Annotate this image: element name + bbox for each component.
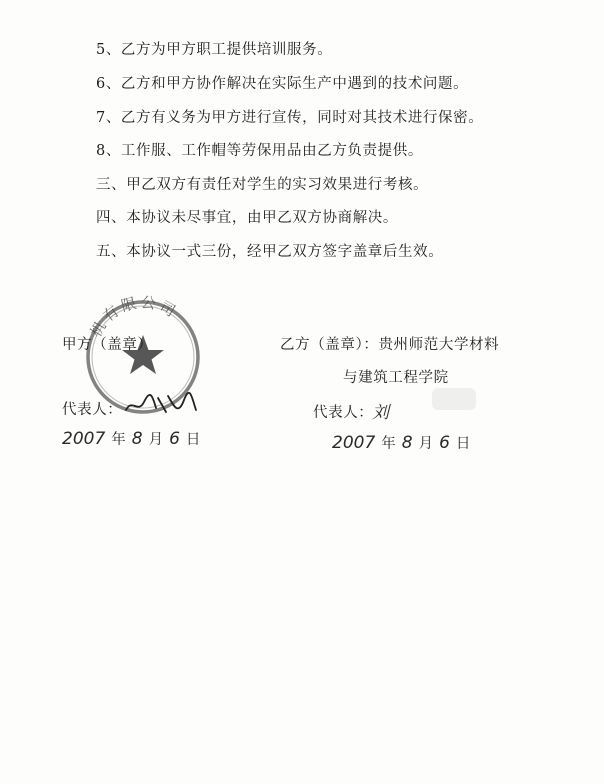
clause-7: 7、乙方有义务为甲方进行宣传，同时对其技术进行保密。 [96,110,484,126]
clause-6: 6、乙方和甲方协作解决在实际生产中遇到的技术问题。 [96,76,469,92]
party-a-date-year-char: 年 [111,432,126,448]
party-b-date-year-char: 年 [381,436,396,452]
party-a-date-day: 6 [169,429,180,449]
party-b-label-line2: 与建筑工程学院 [343,370,449,386]
party-b-rep-label: 代表人： [313,405,374,421]
party-b-date [332,432,476,453]
party-b-signature: 刘 [372,403,389,423]
party-a-label: 甲方（盖章） [62,337,153,353]
clause-5: 5、乙方为甲方职工提供培训服务。 [96,42,333,58]
clause-section-3: 三、甲乙双方有责任对学生的实习效果进行考核。 [96,177,429,193]
party-a-date-day-char: 日 [185,432,201,448]
party-b-date-year: 2007 [332,433,376,453]
party-a-signature [122,388,200,420]
clause-section-5: 五、本协议一式三份，经甲乙双方签字盖章后生效。 [96,244,444,260]
party-a-rep-label: 代表人： [62,402,123,418]
stamp-smudge [432,388,476,410]
party-b-date-month-char: 月 [418,436,434,452]
party-b-date-day: 6 [439,433,450,453]
party-b-label: 乙方（盖章）：贵州师范大学材料 [280,337,500,353]
clause-8: 8、工作服、工作帽等劳保用品由乙方负责提供。 [96,143,423,159]
party-a-date-month: 8 [131,429,143,449]
party-b-date-day-char: 日 [455,436,471,452]
party-a-date-year: 2007 [62,429,106,449]
party-b-date-month: 8 [401,433,413,453]
clause-section-4: 四、本协议未尽事宜，由甲乙双方协商解决。 [96,210,398,226]
seal-text: 机有限公司 [86,292,181,341]
party-a-date-month-char: 月 [148,432,164,448]
party-a-date [62,428,206,449]
